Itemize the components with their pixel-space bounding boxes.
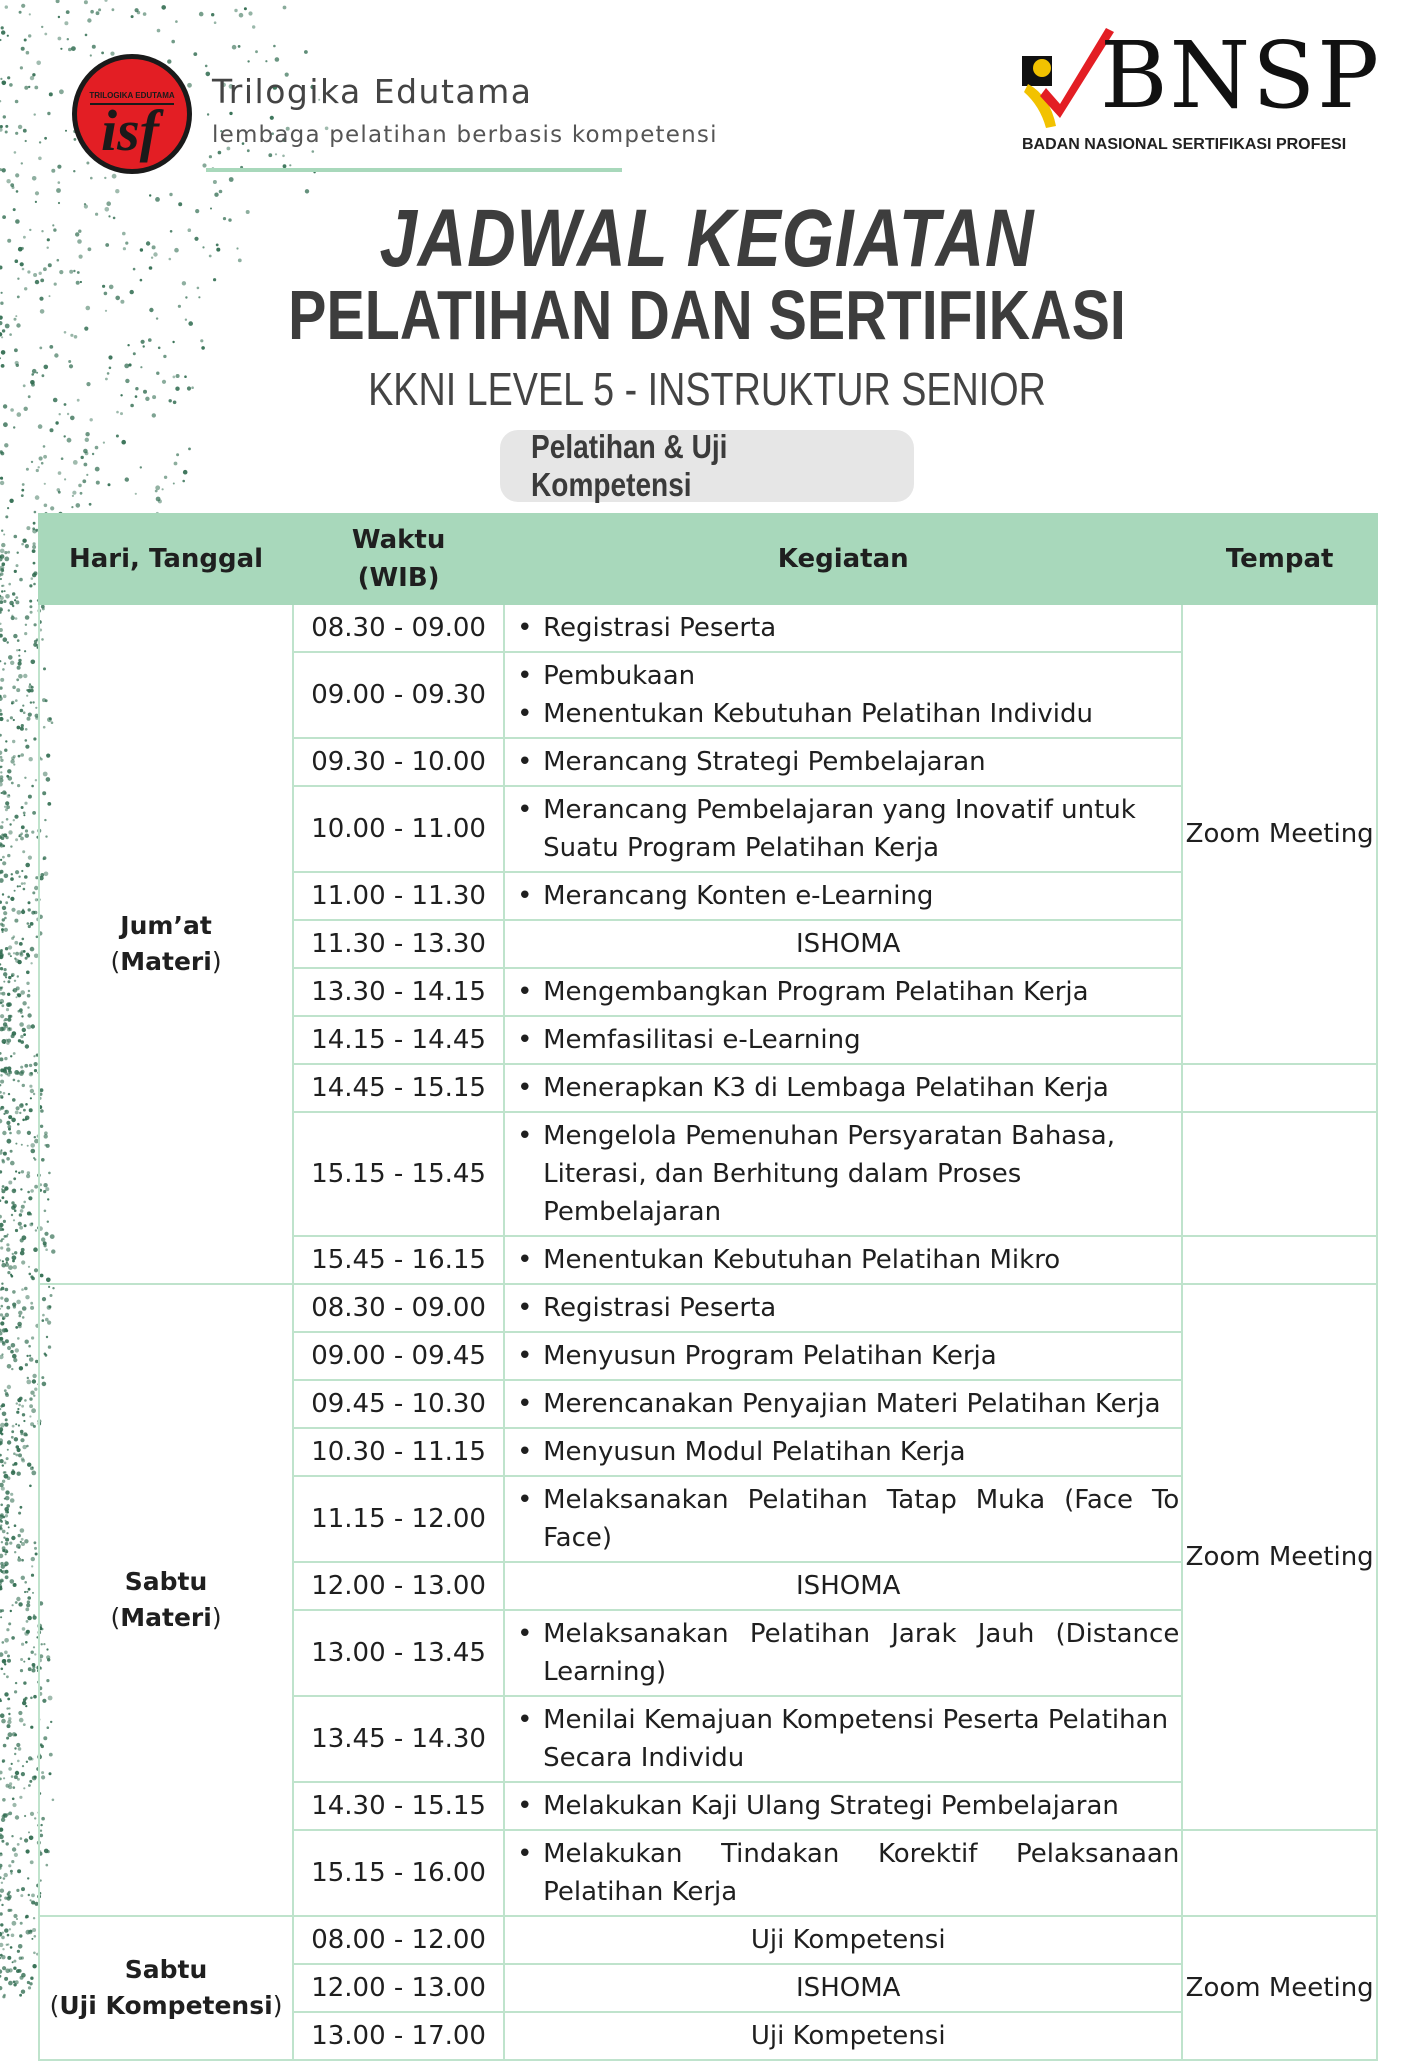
activity-cell [504,1610,1182,1696]
activity-cell [504,1380,1182,1428]
activity-text: Registrasi Peserta [543,613,777,643]
table-row [39,604,1377,652]
activity-text: Merancang Strategi Pembelajaran [543,747,986,777]
activity-item [517,1835,1179,1911]
day-mode-wrap: (Materi) [110,947,222,976]
time-cell: 08.00 - 12.00 [293,1916,504,1964]
time-cell: 15.15 - 15.45 [293,1112,504,1236]
time-cell: 13.45 - 14.30 [293,1696,504,1782]
activity-item [517,1117,1179,1231]
activity-item [517,791,1179,867]
bullet-icon: • [517,1025,533,1055]
day-cell [39,1284,293,1916]
table-row [39,1916,1377,1964]
title-line-2: PELATIHAN DAN SERTIFIKASI [288,276,1126,354]
bullet-icon: • [517,1293,533,1323]
activity-item [517,1701,1179,1777]
activity-text: Menentukan Kebutuhan Pelatihan Individu [543,699,1093,729]
title-line-1: JADWAL KEGIATAN [379,193,1035,284]
place-cell-empty [1182,1236,1377,1284]
activity-item [517,609,1179,647]
day-cell [39,604,293,1284]
header-day: Hari, Tanggal [39,514,293,604]
bullet-icon: • [517,977,533,1007]
activity-text: Melakukan Kaji Ulang Strategi Pembelajaran [543,1791,1119,1821]
day-name: Jum’at [120,911,212,940]
activity-item [517,1615,1179,1691]
header-time: Waktu (WIB) [293,514,504,604]
bullet-icon: • [517,1073,533,1103]
activity-text: Melaksanakan Pelatihan Tatap Muka (Face To Face) [543,1485,1180,1553]
activity-item [517,1481,1179,1557]
org-underline [206,168,622,172]
activity-item [517,1069,1179,1107]
time-cell: 10.30 - 11.15 [293,1428,504,1476]
bullet-icon: • [517,1705,533,1735]
activity-item [517,657,1179,695]
activity-cell [504,1476,1182,1562]
time-cell: 11.15 - 12.00 [293,1476,504,1562]
day-mode-wrap: (Materi) [110,1603,222,1632]
activity-text: Merancang Konten e-Learning [543,881,934,911]
activity-cell [504,604,1182,652]
table-header-row [39,514,1377,604]
place-cell-empty [1182,1830,1377,1916]
bullet-icon: • [517,1437,533,1467]
activity-item [517,1241,1179,1279]
time-cell: 13.00 - 17.00 [293,2012,504,2060]
org-name: Trilogika Edutama [212,72,533,111]
activity-text: Pembukaan [543,661,696,691]
activity-cell [504,652,1182,738]
activity-cell [504,1064,1182,1112]
title-line-3: KKNI LEVEL 5 - INSTRUKTUR SENIOR [368,363,1046,415]
bullet-icon: • [517,747,533,777]
day-cell [39,1916,293,2060]
activity-cell [504,1236,1182,1284]
bnsp-full-name: BADAN NASIONAL SERTIFIKASI PROFESI [1022,136,1347,153]
bullet-icon: • [517,613,533,643]
day-mode: Uji Kompetensi [59,1991,273,2020]
activity-cell [504,968,1182,1016]
activity-text: Menyusun Program Pelatihan Kerja [543,1341,997,1371]
activity-cell [504,786,1182,872]
header-activity: Kegiatan [504,514,1182,604]
org-tagline: lembaga pelatihan berbasis kompetensi [212,122,718,148]
activity-cell: ISHOMA [504,1964,1182,2012]
day-mode: Materi [120,947,212,976]
time-cell: 09.00 - 09.30 [293,652,504,738]
time-cell: 11.30 - 13.30 [293,920,504,968]
activity-item [517,1787,1179,1825]
time-cell: 14.30 - 15.15 [293,1782,504,1830]
activity-cell [504,1016,1182,1064]
program-badge-label: Pelatihan & Uji Kompetensi [531,428,728,503]
activity-cell [504,1830,1182,1916]
activity-item [517,877,1179,915]
day-name: Sabtu [124,1955,208,1984]
time-cell: 15.45 - 16.15 [293,1236,504,1284]
bullet-icon: • [517,1791,533,1821]
activity-text: Menerapkan K3 di Lembaga Pelatihan Kerja [543,1073,1109,1103]
logo-ring-text: TRILOGIKA EDUTAMA [89,91,175,100]
place-cell: Zoom Meeting [1182,1916,1377,2060]
time-cell: 15.15 - 16.00 [293,1830,504,1916]
bnsp-wordmark: BNSP [1100,22,1382,129]
time-cell: 14.45 - 15.15 [293,1064,504,1112]
activity-cell [504,1782,1182,1830]
header-time-label: Waktu [351,525,446,555]
activity-item [517,1289,1179,1327]
bullet-icon: • [517,1839,533,1869]
activity-item [517,1433,1179,1471]
bullet-icon: • [517,1341,533,1371]
activity-cell: ISHOMA [504,1562,1182,1610]
time-cell: 12.00 - 13.00 [293,1964,504,2012]
bullet-icon: • [517,1619,533,1649]
bullet-icon: • [517,1121,533,1151]
activity-item [517,743,1179,781]
time-cell: 11.00 - 11.30 [293,872,504,920]
activity-item [517,1337,1179,1375]
time-cell: 12.00 - 13.00 [293,1562,504,1610]
place-cell-empty [1182,1112,1377,1236]
activity-text: Menilai Kemajuan Kompetensi Peserta Pelatihan Secara Individu [543,1705,1169,1773]
time-cell: 13.30 - 14.15 [293,968,504,1016]
activity-cell [504,872,1182,920]
bullet-icon: • [517,661,533,691]
time-cell: 10.00 - 11.00 [293,786,504,872]
bullet-icon: • [517,1389,533,1419]
day-mode: Materi [120,1603,212,1632]
activity-item [517,695,1179,733]
bullet-icon: • [517,881,533,911]
bullet-icon: • [517,699,533,729]
header-place: Tempat [1182,514,1377,604]
activity-cell [504,1696,1182,1782]
header-time-unit: WIB [369,563,428,593]
activity-text: Menyusun Modul Pelatihan Kerja [543,1437,966,1467]
time-cell: 08.30 - 09.00 [293,604,504,652]
activity-text: Melaksanakan Pelatihan Jarak Jauh (Distance Learning) [543,1619,1180,1687]
day-mode-wrap: (Uji Kompetensi) [49,1991,283,2020]
activity-text: Merancang Pembelajaran yang Inovatif untuk Suatu Program Pelatihan Kerja [543,795,1136,863]
activity-text: Mengembangkan Program Pelatihan Kerja [543,977,1089,1007]
activity-text: Menentukan Kebutuhan Pelatihan Mikro [543,1245,1061,1275]
activity-text: Memfasilitasi e-Learning [543,1025,861,1055]
time-cell: 09.30 - 10.00 [293,738,504,786]
place-cell-empty [1182,1064,1377,1112]
logo-text: isf [101,98,159,163]
place-cell: Zoom Meeting [1182,1284,1377,1830]
activity-cell [504,738,1182,786]
time-cell: 08.30 - 09.00 [293,1284,504,1332]
activity-cell [504,1332,1182,1380]
day-name: Sabtu [124,1567,208,1596]
activity-cell [504,1284,1182,1332]
place-cell: Zoom Meeting [1182,604,1377,1064]
activity-item [517,1385,1179,1423]
schedule-table [38,513,1378,2061]
activity-cell [504,1428,1182,1476]
activity-text: Registrasi Peserta [543,1293,777,1323]
time-cell: 09.45 - 10.30 [293,1380,504,1428]
activity-text: Melakukan Tindakan Korektif Pelaksanaan Pelatihan Kerja [543,1839,1180,1907]
program-badge [500,430,914,502]
activity-item [517,1021,1179,1059]
bullet-icon: • [517,1485,533,1515]
table-row [39,1284,1377,1332]
activity-cell: Uji Kompetensi [504,1916,1182,1964]
activity-text: Merencanakan Penyajian Materi Pelatihan Kerja [543,1389,1161,1419]
activity-cell: ISHOMA [504,920,1182,968]
activity-item [517,973,1179,1011]
time-cell: 09.00 - 09.45 [293,1332,504,1380]
bullet-icon: • [517,795,533,825]
time-cell: 13.00 - 13.45 [293,1610,504,1696]
activity-cell: Uji Kompetensi [504,2012,1182,2060]
time-cell: 14.15 - 14.45 [293,1016,504,1064]
bullet-icon: • [517,1245,533,1275]
activity-text: Mengelola Pemenuhan Persyaratan Bahasa, Literasi, dan Berhitung dalam Proses Pembelajaran [543,1121,1115,1227]
activity-cell [504,1112,1182,1236]
trilogika-edutama-logo [70,52,194,176]
